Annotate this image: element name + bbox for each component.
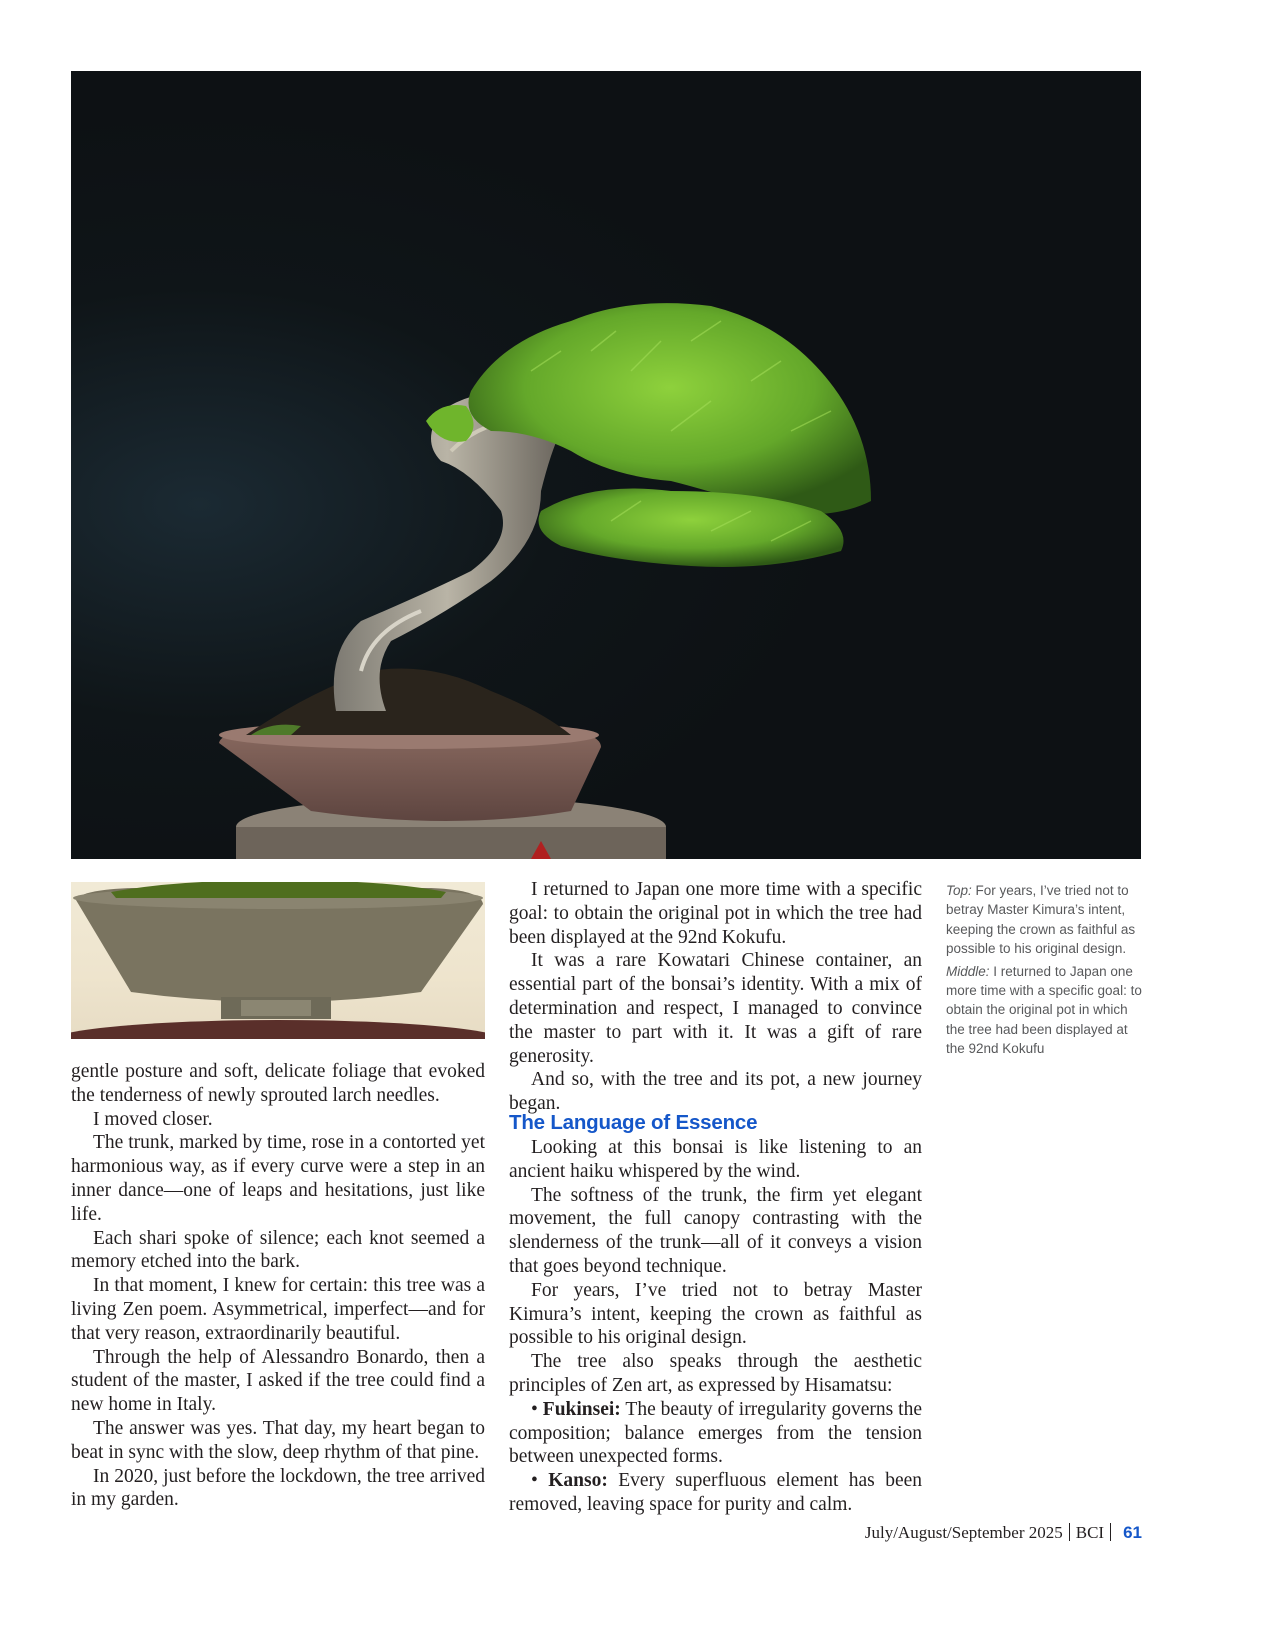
bullet-term: Fukinsei:	[542, 1398, 621, 1420]
paragraph: The trunk, marked by time, rose in a contorted yet harmonious way, as if every curve were a step in an inner dance—one of leaps and hesitations, just like life.	[71, 1132, 485, 1225]
paragraph: The softness of the trunk, the firm yet elegant movement, the full canopy contrasting with the slenderness of the trunk—all of it conveys a vision that goes beyond technique.	[509, 1184, 922, 1277]
article-column-2-section	[509, 1110, 922, 1517]
caption-top	[946, 881, 1142, 959]
paragraph: The tree also speaks through the aesthetic principles of Zen art, as expressed by Hisamatsu:	[509, 1351, 922, 1396]
paragraph: Through the help of Alessandro Bonardo, then a student of the master, I asked if the tree could find a new home in Italy.	[71, 1346, 485, 1416]
article-column-2-top	[509, 878, 922, 1116]
bullet-icon: •	[531, 1470, 549, 1492]
page-footer	[865, 1520, 1142, 1543]
bullet-item-fukinsei	[509, 1398, 922, 1469]
bullet-term: Kanso:	[548, 1470, 608, 1492]
pot-photo	[71, 882, 485, 1039]
bullet-text: The beauty of irregularity governs the composition; balance emerges from the tension between unexpected forms.	[509, 1398, 922, 1468]
paragraph: I moved closer.	[93, 1108, 213, 1130]
issue-date: July/August/September 2025	[864, 1523, 1063, 1542]
section-heading: The Language of Essence	[509, 1111, 758, 1134]
bullet-icon: •	[531, 1398, 543, 1420]
paragraph: It was a rare Kowatari Chinese container, an essential part of the bonsai’s identity. With a mix of determination and respect, I managed to convince the master to part with it. It was a gift of rare generosity.	[509, 950, 922, 1067]
magazine-name: BCI	[1075, 1523, 1105, 1542]
paragraph: Each shari spoke of silence; each knot seemed a memory etched into the bark.	[71, 1227, 485, 1273]
bullet-item-kanso	[509, 1469, 922, 1517]
bullet-text: Every superfluous element has been removed, leaving space for purity and calm.	[509, 1470, 922, 1515]
caption-middle-label: Middle:	[946, 963, 990, 979]
main-bonsai-photo	[71, 71, 1141, 859]
paragraph: For years, I’ve tried not to betray Master Kimura’s intent, keeping the crown as faithful as possible to his original design.	[509, 1279, 922, 1349]
photo-caption	[946, 881, 1142, 1062]
paragraph: In that moment, I knew for certain: this tree was a living Zen poem. Asymmetrical, imperfect—and for that very reason, extraordinarily beautiful.	[71, 1275, 485, 1344]
paragraph: The answer was yes. That day, my heart began to beat in sync with the slow, deep rhythm of that pine.	[71, 1417, 485, 1463]
paragraph: Looking at this bonsai is like listening to an ancient haiku whispered by the wind.	[509, 1137, 922, 1182]
caption-top-label: Top:	[946, 883, 972, 898]
caption-top-text: For years, I’ve tried not to betray Master Kimura’s intent, keeping the crown as faithful as possible to his original design.	[946, 883, 1136, 957]
paragraph: I returned to Japan one more time with a specific goal: to obtain the original pot in which the tree had been displayed at the 92nd Kokufu.	[509, 879, 922, 948]
divider	[1069, 1523, 1070, 1541]
article-column-1	[71, 1060, 485, 1512]
oval-pot-illustration	[71, 882, 485, 1039]
page-number: 61	[1123, 1523, 1142, 1542]
paragraph: And so, with the tree and its pot, a new journey began.	[509, 1069, 922, 1115]
paragraph: In 2020, just before the lockdown, the tree arrived in my garden.	[71, 1465, 485, 1511]
divider	[1110, 1523, 1111, 1541]
paragraph: gentle posture and soft, delicate foliage that evoked the tenderness of newly sprouted larch needles.	[71, 1061, 485, 1106]
caption-middle	[946, 962, 1142, 1059]
bonsai-tree-illustration	[71, 71, 1141, 859]
caption-middle-text: I returned to Japan one more time with a specific goal: to obtain the original pot in which the tree had been displayed at the 92nd Kokufu	[946, 963, 1142, 1057]
